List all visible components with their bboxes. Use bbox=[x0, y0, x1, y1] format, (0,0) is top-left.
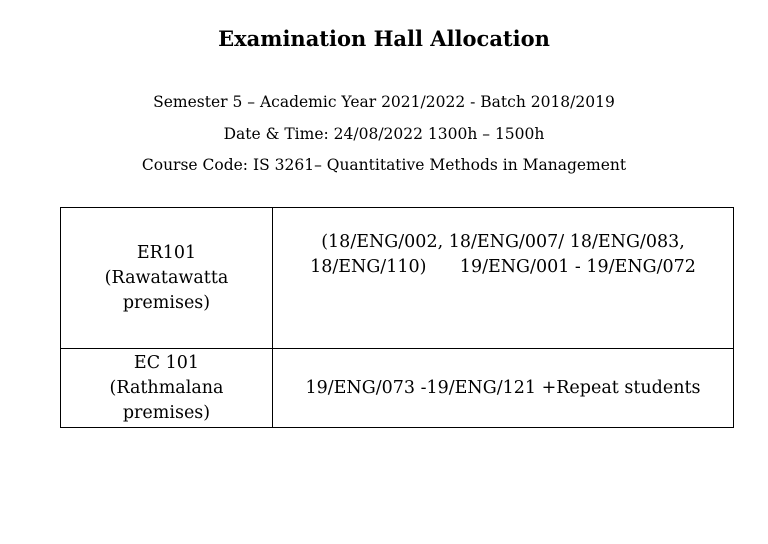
hall-allocation-table bbox=[60, 207, 734, 428]
hall-code: ER101 bbox=[136, 242, 197, 263]
hall-code: EC 101 bbox=[133, 352, 200, 373]
student-groups: 19/ENG/073 -19/ENG/121 +Repeat students bbox=[305, 377, 701, 398]
hall-cell bbox=[61, 208, 273, 349]
hall-location: (Rawatawatta premises) bbox=[104, 267, 229, 313]
datetime-line: Date & Time: 24/08/2022 1300h – 1500h bbox=[223, 125, 545, 143]
student-groups-cell bbox=[273, 208, 734, 349]
semester-line: Semester 5 – Academic Year 2021/2022 - Batch 2018/2019 bbox=[153, 93, 615, 111]
table-row bbox=[61, 208, 734, 349]
course-line: Course Code: IS 3261– Quantitative Methods in Management bbox=[141, 156, 627, 174]
student-groups-cell bbox=[273, 349, 734, 428]
hall-location: (Rathmalana premises) bbox=[109, 377, 224, 423]
table-row bbox=[61, 349, 734, 428]
hall-cell bbox=[61, 349, 273, 428]
student-groups: (18/ENG/002, 18/ENG/007/ 18/ENG/083, 18/ENG/110) 19/ENG/001 - 19/ENG/072 bbox=[310, 232, 696, 277]
document-title: Examination Hall Allocation bbox=[218, 26, 550, 51]
